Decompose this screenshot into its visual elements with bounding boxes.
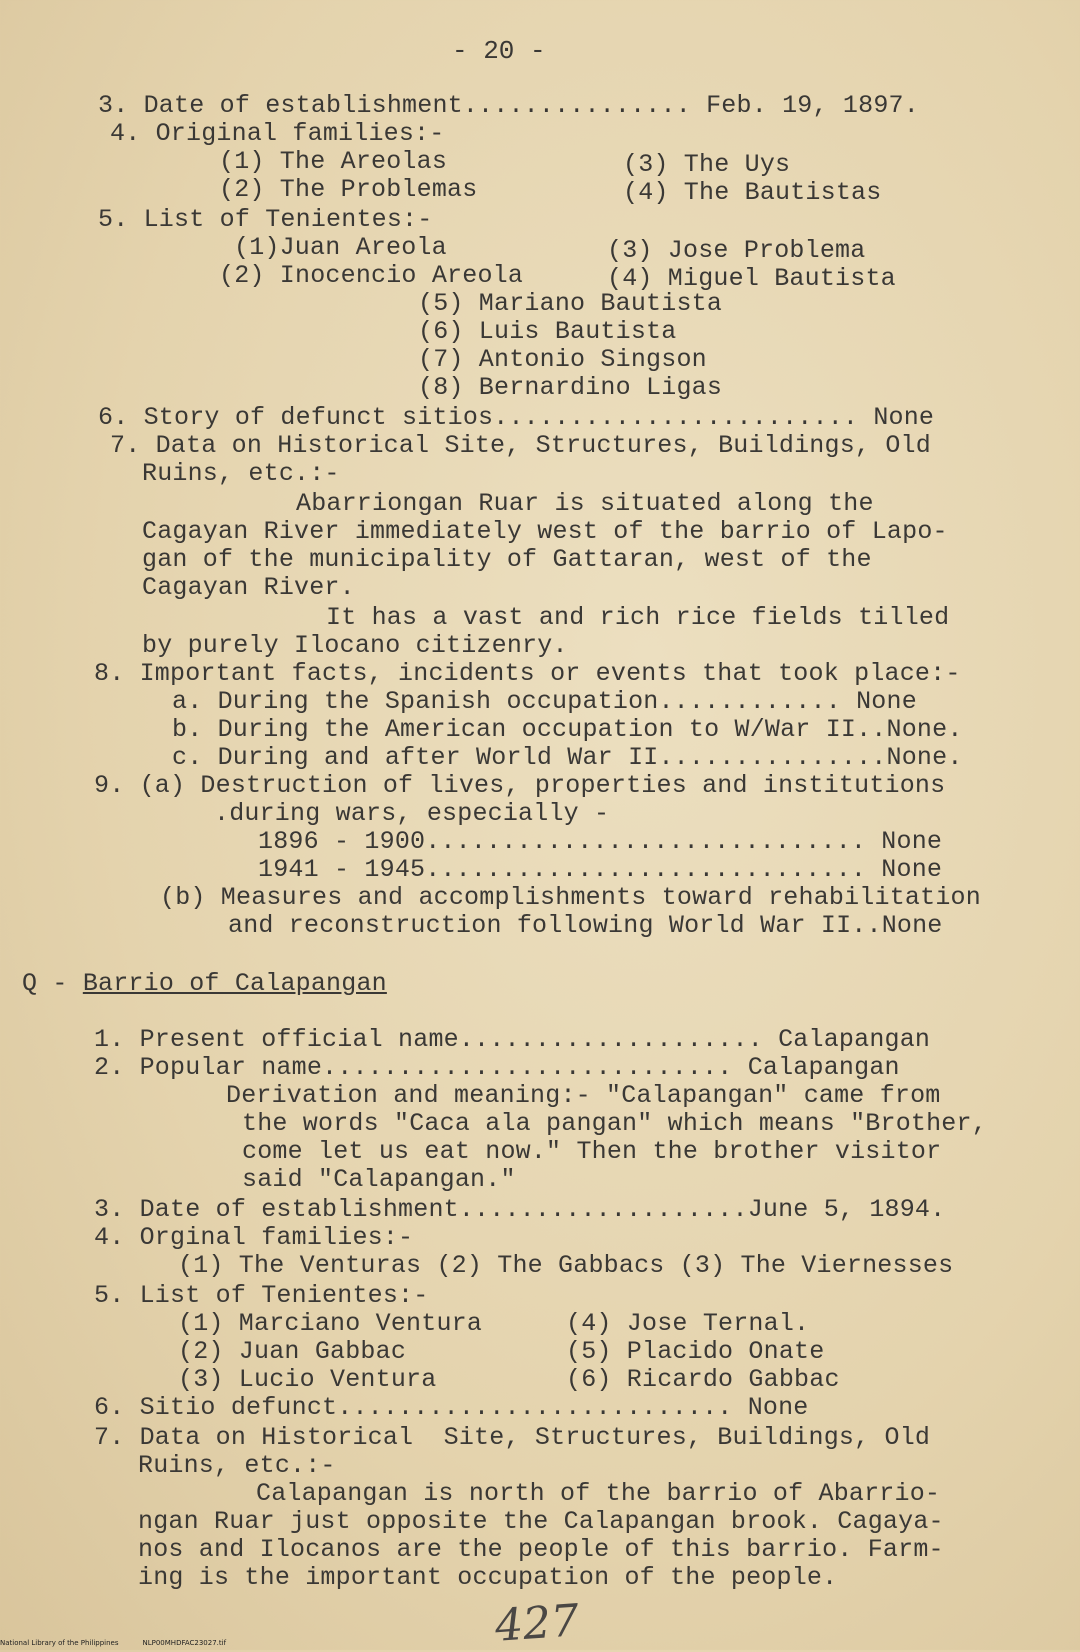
item-9b-measures-line2: and reconstruction following World War II..None xyxy=(228,911,943,940)
family-bautistas: (4) The Bautistas xyxy=(623,178,882,207)
item-9a-destruction-line2: .during wars, especially - xyxy=(214,799,610,828)
item-9a-period-1941: 1941 - 1945............................. None xyxy=(258,855,943,884)
q-item-7-paragraph-line: ngan Ruar just opposite the Calapangan brook. Cagaya- xyxy=(138,1507,944,1536)
item-9a-destruction: 9. (a) Destruction of lives, properties and institutions xyxy=(94,771,946,800)
item-8a-spanish-occupation: a. During the Spanish occupation............ None xyxy=(172,687,917,716)
item-3-date-established: 3. Date of establishment............... Feb. 19, 1897. xyxy=(98,91,919,120)
footer-library: National Library of the Philippines xyxy=(0,1639,119,1647)
q-families-line: (1) The Venturas (2) The Gabbacs (3) The Viernesses xyxy=(178,1251,954,1280)
teniente-luis-bautista: (6) Luis Bautista xyxy=(418,317,677,346)
q-item-7-historical-data-line1: 7. Data on Historical Site, Structures, Buildings, Old xyxy=(94,1423,931,1452)
section-q-prefix: Q - xyxy=(22,969,83,998)
item-7-paragraph-line: Abarriongan Ruar is situated along the xyxy=(296,489,874,518)
teniente-jose-problema: (3) Jose Problema xyxy=(607,236,866,265)
teniente-mariano-bautista: (5) Mariano Bautista xyxy=(418,289,723,318)
item-7-paragraph-line: Cagayan River. xyxy=(142,573,355,602)
teniente-juan-areola: (1)Juan Areola xyxy=(234,233,447,262)
q-item-7-paragraph-line: Calapangan is north of the barrio of Abarrio- xyxy=(256,1479,941,1508)
q-teniente-ricardo-gabbac: (6) Ricardo Gabbac xyxy=(566,1365,840,1394)
q-item-1-official-name: 1. Present official name.................... Calapangan xyxy=(94,1025,931,1054)
section-q-heading xyxy=(22,970,387,997)
q-item-7-paragraph-line: nos and Ilocanos are the people of this barrio. Farm- xyxy=(138,1535,944,1564)
q-item-6-sitio-defunct: 6. Sitio defunct.......................... None xyxy=(94,1393,809,1422)
q-teniente-lucio-ventura: (3) Lucio Ventura xyxy=(178,1365,437,1394)
q-teniente-juan-gabbac: (2) Juan Gabbac xyxy=(178,1337,407,1366)
q-teniente-jose-ternal: (4) Jose Ternal. xyxy=(566,1309,810,1338)
q-teniente-marciano-ventura: (1) Marciano Ventura xyxy=(178,1309,483,1338)
q-item-7-paragraph-line: ing is the important occupation of the people. xyxy=(138,1563,838,1592)
teniente-inocencio-areola: (2) Inocencio Areola xyxy=(219,261,524,290)
item-7-historical-data-line1: 7. Data on Historical Site, Structures, Buildings, Old xyxy=(110,431,931,460)
q-derivation-line: Derivation and meaning:- "Calapangan" came from xyxy=(226,1081,941,1110)
item-4-original-families-title: 4. Original families:- xyxy=(110,119,445,148)
q-item-2-popular-name: 2. Popular name........................... Calapangan xyxy=(94,1053,900,1082)
item-8-important-facts-title: 8. Important facts, incidents or events that took place:- xyxy=(94,659,961,688)
teniente-bernardino-ligas: (8) Bernardino Ligas xyxy=(418,373,723,402)
family-areolas: (1) The Areolas xyxy=(219,147,448,176)
family-problemas: (2) The Problemas xyxy=(219,175,478,204)
item-9b-measures: (b) Measures and accomplishments toward rehabilitation xyxy=(160,883,981,912)
q-derivation-line: said "Calapangan." xyxy=(242,1165,516,1194)
q-item-5-tenientes-title: 5. List of Tenientes:- xyxy=(94,1281,429,1310)
q-derivation-line: come let us eat now." Then the brother visitor xyxy=(242,1137,942,1166)
item-7-paragraph-line: by purely Ilocano citizenry. xyxy=(142,631,568,660)
teniente-antonio-singson: (7) Antonio Singson xyxy=(418,345,707,374)
scan-footer xyxy=(0,1639,250,1647)
item-8c-world-war-ii: c. During and after World War II...............None. xyxy=(172,743,963,772)
q-item-4-families-title: 4. Orginal families:- xyxy=(94,1223,414,1252)
item-7-paragraph-line: gan of the municipality of Gattaran, west of the xyxy=(142,545,872,574)
q-teniente-placido-onate: (5) Placido Onate xyxy=(566,1337,825,1366)
item-8b-american-occupation: b. During the American occupation to W/War II..None. xyxy=(172,715,963,744)
section-q-title: Barrio of Calapangan xyxy=(82,969,387,998)
q-derivation-line: the words "Caca ala pangan" which means "Brother, xyxy=(242,1109,987,1138)
item-6-defunct-sitios: 6. Story of defunct sitios........................ None xyxy=(98,403,935,432)
item-7-paragraph-line: It has a vast and rich rice fields tilled xyxy=(326,603,950,632)
footer-file: NLP00MHDFAC23027.tif xyxy=(142,1639,227,1647)
item-5-tenientes-title: 5. List of Tenientes:- xyxy=(98,205,433,234)
item-7-historical-data-line2: Ruins, etc.:- xyxy=(142,459,340,488)
q-item-7-historical-data-line2: Ruins, etc.:- xyxy=(138,1451,336,1480)
handwritten-page-number: 427 xyxy=(493,1595,581,1652)
item-7-paragraph-line: Cagayan River immediately west of the barrio of Lapo- xyxy=(142,517,948,546)
page-number: - 20 - xyxy=(452,36,546,66)
teniente-miguel-bautista: (4) Miguel Bautista xyxy=(607,264,896,293)
q-item-3-date-established: 3. Date of establishment...................June 5, 1894. xyxy=(94,1195,946,1224)
family-uys: (3) The Uys xyxy=(623,150,791,179)
item-9a-period-1896: 1896 - 1900............................. None xyxy=(258,827,943,856)
